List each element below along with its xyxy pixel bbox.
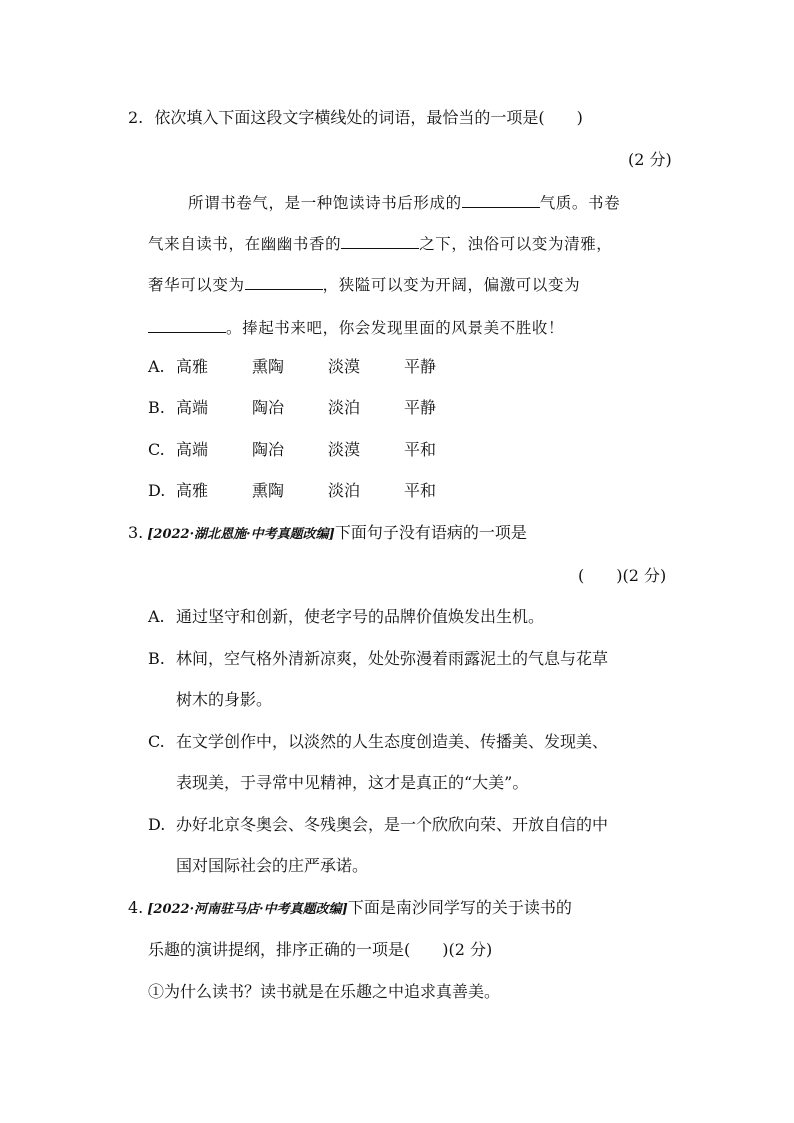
option-word: 高雅 bbox=[176, 481, 209, 500]
option-label: C. bbox=[148, 440, 165, 459]
option-word: 高端 bbox=[176, 398, 209, 417]
q2-number: 2. bbox=[128, 108, 144, 127]
passage-text: 气来自读书，在幽幽书香的 bbox=[148, 235, 342, 253]
option-word: 平静 bbox=[404, 398, 437, 417]
q4-stem-line-2: 乐趣的演讲提纲，排序正确的一项是( )(2 分) bbox=[148, 940, 493, 959]
q4-number: 4. bbox=[128, 898, 144, 917]
option-word: 淡漠 bbox=[328, 440, 361, 459]
q3-stem-line bbox=[128, 523, 527, 545]
fill-blank-3[interactable] bbox=[245, 273, 323, 290]
q3-option-c[interactable] bbox=[148, 732, 608, 752]
option-text: 在文学创作中，以淡然的人生态度创造美、传播美、发现美、 bbox=[176, 732, 609, 751]
q2-passage-line-4 bbox=[148, 316, 564, 338]
passage-text: 之下，浊俗可以变为清雅， bbox=[419, 235, 613, 253]
q2-option-c[interactable] bbox=[148, 440, 480, 460]
q2-passage-line-1 bbox=[188, 191, 620, 213]
option-word: 高雅 bbox=[176, 357, 209, 376]
passage-text: 所谓书卷气，是一种饱读诗书后形成的 bbox=[188, 194, 462, 212]
q2-stem: 依次填入下面这段文字横线处的词语，最恰当的一项是( ) bbox=[154, 108, 583, 127]
option-label: D. bbox=[148, 481, 166, 500]
q3-stem: 下面句子没有语病的一项是 bbox=[334, 523, 527, 542]
option-word: 淡漠 bbox=[328, 357, 361, 376]
q3-option-b-cont: 树木的身影。 bbox=[176, 690, 273, 709]
option-label: B. bbox=[148, 398, 165, 417]
option-word: 陶冶 bbox=[252, 440, 285, 459]
option-word: 平和 bbox=[404, 481, 437, 500]
passage-text: 奢华可以变为 bbox=[148, 276, 245, 294]
q3-option-c-cont: 表现美，于寻常中见精神，这才是真正的“大美”。 bbox=[176, 773, 529, 792]
option-label: C. bbox=[148, 732, 165, 751]
q4-stem: 下面是南沙同学写的关于读书的 bbox=[347, 898, 572, 917]
q3-answer-score: ( )(2 分) bbox=[578, 566, 667, 585]
passage-text: 。捧起书来吧，你会发现里面的风景美不胜收！ bbox=[226, 319, 565, 337]
option-word: 淡泊 bbox=[328, 481, 361, 500]
q2-stem-line bbox=[128, 108, 583, 128]
fill-blank-2[interactable] bbox=[341, 232, 419, 249]
q3-source: [2022·湖北恩施·中考真题改编] bbox=[147, 527, 335, 542]
fill-blank-1[interactable] bbox=[462, 191, 540, 208]
q2-option-b[interactable] bbox=[148, 398, 480, 418]
option-word: 淡泊 bbox=[328, 398, 361, 417]
option-word: 熏陶 bbox=[252, 481, 285, 500]
q3-option-b[interactable] bbox=[148, 649, 608, 669]
q3-number: 3. bbox=[128, 523, 144, 542]
q2-option-a[interactable] bbox=[148, 357, 480, 377]
option-label: A. bbox=[148, 607, 165, 626]
passage-text: 气质。书卷 bbox=[539, 194, 621, 212]
option-label: A. bbox=[148, 357, 165, 376]
passage-text: ，狭隘可以变为开阔，偏激可以变为 bbox=[322, 276, 581, 294]
q3-option-a[interactable] bbox=[148, 607, 544, 627]
option-label: B. bbox=[148, 649, 165, 668]
option-word: 高端 bbox=[176, 440, 209, 459]
q2-passage-line-3 bbox=[148, 273, 580, 295]
q3-option-d-cont: 国对国际社会的庄严承诺。 bbox=[176, 856, 369, 875]
q4-source: [2022·河南驻马店·中考真题改编] bbox=[147, 902, 348, 917]
option-word: 平静 bbox=[404, 357, 437, 376]
option-word: 陶冶 bbox=[252, 398, 285, 417]
q2-score: (2 分) bbox=[628, 150, 672, 169]
q2-passage-line-2 bbox=[148, 232, 612, 254]
option-text: 办好北京冬奥会、冬残奥会，是一个欣欣向荣、开放自信的中 bbox=[176, 815, 609, 834]
q4-stem-line-1 bbox=[128, 898, 572, 920]
fill-blank-4[interactable] bbox=[148, 316, 226, 333]
q2-option-d[interactable] bbox=[148, 481, 480, 501]
option-text: 通过坚守和创新，使老字号的品牌价值焕发出生机。 bbox=[176, 607, 545, 626]
option-word: 平和 bbox=[404, 440, 437, 459]
option-word: 熏陶 bbox=[252, 357, 285, 376]
q3-option-d[interactable] bbox=[148, 815, 608, 835]
option-text: 林间，空气格外清新凉爽，处处弥漫着雨露泥土的气息与花草 bbox=[176, 649, 609, 668]
q4-item-1: ①为什么读书？读书就是在乐趣之中追求真善美。 bbox=[148, 982, 501, 1001]
option-label: D. bbox=[148, 815, 166, 834]
